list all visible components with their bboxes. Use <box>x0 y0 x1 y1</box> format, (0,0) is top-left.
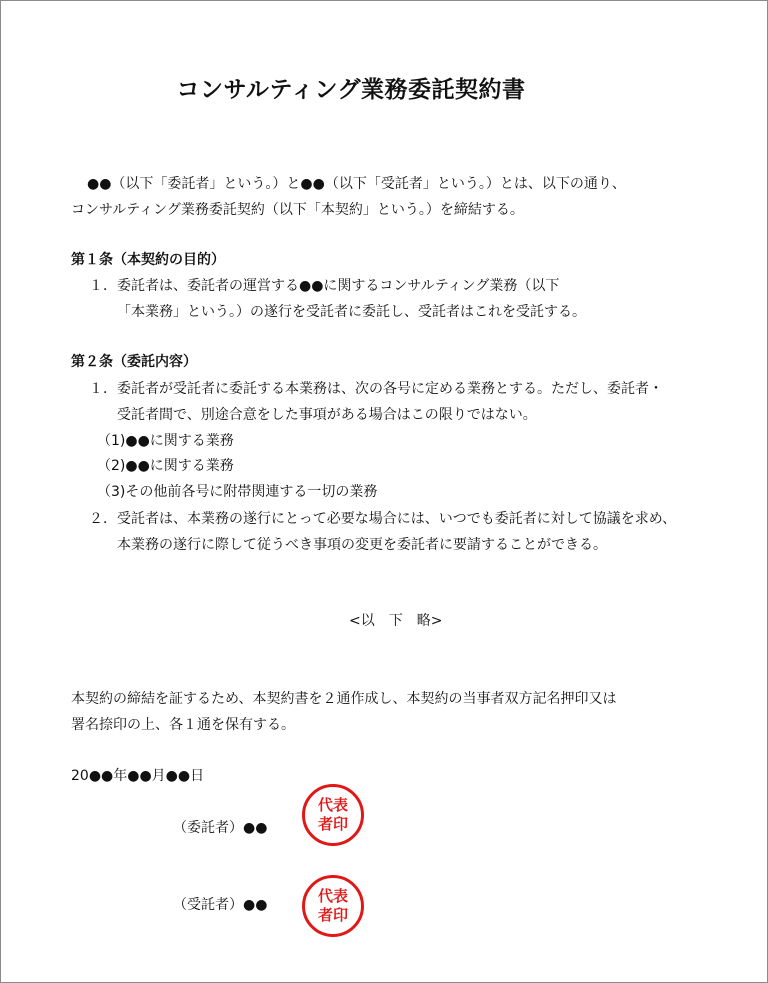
article2-sub-item-3: （3)その他前各号に附帯関連する一切の業務 <box>97 484 378 500</box>
article1-heading: 第１条（本契約の目的） <box>71 252 225 268</box>
article2-item1-line-1: １．委託者が受託者に委託する本業務は、次の各号に定める業務とする。ただし、委託者・ <box>89 381 663 397</box>
article1-item1-line-1: １．委託者は、委託者の運営する●●に関するコンサルティング業務（以下 <box>89 278 560 294</box>
seal-text: 代表者印 <box>317 796 348 833</box>
seal-text: 代表者印 <box>317 887 348 924</box>
signatory-consignor: （委託者）●● <box>173 820 268 836</box>
article2-item2-line-2: 本業務の遂行に際して従うべき事項の変更を委託者に要請することができる。 <box>117 537 607 553</box>
article2-item2-line-1: ２．受託者は、本業務の遂行にとって必要な場合には、いつでも委託者に対して協議を求め、 <box>89 511 677 527</box>
article2-sub-item-1: （1)●●に関する業務 <box>97 433 234 449</box>
closing-line-2: 署名捺印の上、各１通を保有する。 <box>71 717 295 733</box>
contract-date: 20●●年●●月●●日 <box>71 768 205 784</box>
preamble-line-2: コンサルティング業務委託契約（以下「本契約」という。）を締結する。 <box>71 202 524 218</box>
article2-sub-item-2: （2)●●に関する業務 <box>97 458 234 474</box>
omitted-notice: <以 下 略> <box>349 613 443 629</box>
article2-item1-line-2: 受託者間で、別途合意をした事項がある場合はこの限りではない。 <box>117 407 537 423</box>
article1-item1-line-2: 「本業務」という。）の遂行を受託者に委託し、受託者はこれを受託する。 <box>117 304 586 320</box>
signatory-consignee: （受託者）●● <box>173 897 268 913</box>
document-title: コンサルティング業務委託契約書 <box>176 77 526 103</box>
article2-heading: 第２条（委託内容） <box>71 354 197 370</box>
representative-seal-consignor <box>302 784 364 846</box>
representative-seal-consignee <box>302 875 364 937</box>
preamble-line-1: ●●（以下「委託者」という。）と●●（以下「受託者」という。）とは、以下の通り、 <box>87 176 626 192</box>
closing-line-1: 本契約の締結を証するため、本契約書を２通作成し、本契約の当事者双方記名押印又は <box>71 691 617 707</box>
